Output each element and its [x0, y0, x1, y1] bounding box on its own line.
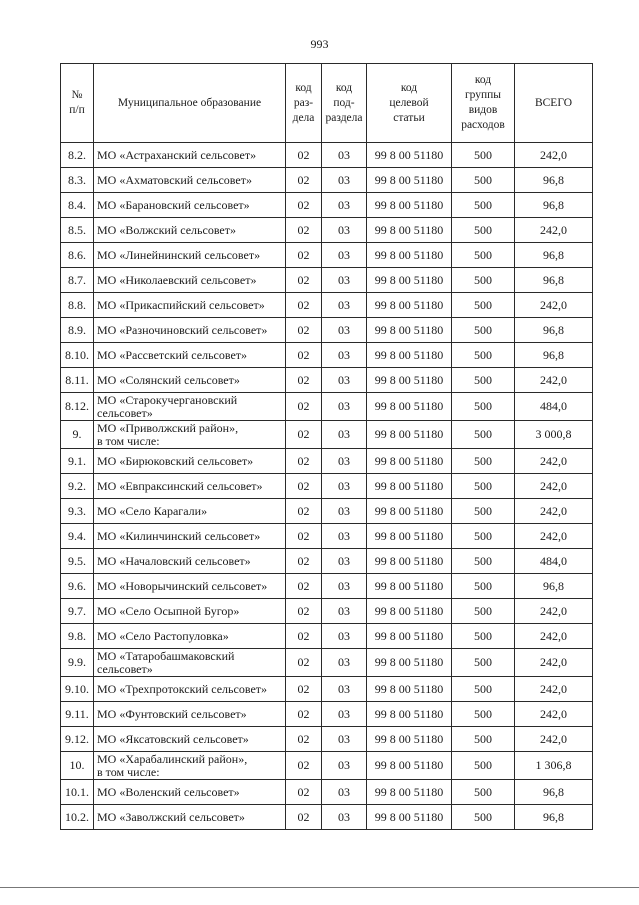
target-article-code: 99 8 00 51180	[367, 218, 452, 243]
expense-group-code: 500	[452, 727, 515, 752]
header-row	[61, 64, 593, 143]
header-podrazdel-line: под-	[333, 96, 355, 109]
header-num-line: №	[71, 89, 83, 101]
target-article-code: 99 8 00 51180	[367, 318, 452, 343]
table-row	[61, 449, 593, 474]
table-row	[61, 368, 593, 393]
table-row	[61, 168, 593, 193]
expense-group-code: 500	[452, 449, 515, 474]
municipality-name-line: МО «Барановский сельсовет»	[97, 197, 250, 212]
expense-group-code: 500	[452, 649, 515, 677]
razdel-code: 02	[286, 168, 322, 193]
header-vid-line: видов	[468, 104, 498, 116]
total-amount: 484,0	[515, 549, 593, 574]
total-amount: 96,8	[515, 193, 593, 218]
podrazdel-code: 03	[322, 243, 367, 268]
table-row	[61, 474, 593, 499]
podrazdel-code: 03	[322, 524, 367, 549]
podrazdel-code: 03	[322, 727, 367, 752]
municipality-name-line: МО «Разночиновский сельсовет»	[97, 322, 268, 337]
total-amount: 96,8	[515, 780, 593, 805]
total-amount: 242,0	[515, 727, 593, 752]
target-article-code: 99 8 00 51180	[367, 599, 452, 624]
expense-group-code: 500	[452, 393, 515, 421]
expense-group-code: 500	[452, 293, 515, 318]
podrazdel-code: 03	[322, 218, 367, 243]
expense-group-code: 500	[452, 499, 515, 524]
table-row	[61, 243, 593, 268]
expense-group-code: 500	[452, 677, 515, 702]
row-number: 8.3.	[61, 168, 94, 193]
municipality-name	[94, 343, 286, 368]
municipality-name-line: МО «Татаробашмаковский	[97, 648, 235, 663]
municipality-name-line: МО «Яксатовский сельсовет»	[97, 731, 249, 746]
target-article-code: 99 8 00 51180	[367, 702, 452, 727]
header-razdel	[286, 64, 322, 143]
header-razdel-line: дела	[292, 111, 315, 124]
podrazdel-code: 03	[322, 702, 367, 727]
row-number: 8.7.	[61, 268, 94, 293]
table-row	[61, 143, 593, 168]
razdel-code: 02	[286, 393, 322, 421]
total-amount: 242,0	[515, 499, 593, 524]
table-row	[61, 780, 593, 805]
municipality-name	[94, 268, 286, 293]
expense-group-code: 500	[452, 218, 515, 243]
row-number: 10.2.	[61, 805, 94, 830]
municipality-name-line: МО «Воленский сельсовет»	[97, 784, 240, 799]
podrazdel-code: 03	[322, 780, 367, 805]
municipality-name	[94, 421, 286, 449]
table-row	[61, 677, 593, 702]
table-row	[61, 293, 593, 318]
target-article-code: 99 8 00 51180	[367, 293, 452, 318]
row-number: 8.2.	[61, 143, 94, 168]
podrazdel-code: 03	[322, 574, 367, 599]
row-number: 9.3.	[61, 499, 94, 524]
row-number: 9.12.	[61, 727, 94, 752]
municipality-name-line: МО «Бирюковский сельсовет»	[97, 453, 254, 468]
municipality-name-line: МО «Село Карагали»	[97, 503, 208, 518]
header-target-article	[367, 64, 452, 143]
razdel-code: 02	[286, 549, 322, 574]
header-razdel-line: код	[295, 81, 312, 94]
municipality-name-line: МО «Началовский сельсовет»	[97, 553, 251, 568]
table-row	[61, 727, 593, 752]
row-number: 8.9.	[61, 318, 94, 343]
expense-group-code: 500	[452, 474, 515, 499]
razdel-code: 02	[286, 752, 322, 780]
table-row	[61, 649, 593, 677]
target-article-code: 99 8 00 51180	[367, 677, 452, 702]
podrazdel-code: 03	[322, 143, 367, 168]
expense-group-code: 500	[452, 343, 515, 368]
podrazdel-code: 03	[322, 368, 367, 393]
expense-group-code: 500	[452, 318, 515, 343]
razdel-code: 02	[286, 293, 322, 318]
municipality-name	[94, 499, 286, 524]
header-podrazdel-line: код	[335, 81, 353, 94]
municipality-name-line: МО «Астраханский сельсовет»	[97, 147, 257, 162]
municipality-name-line: сельсовет»	[97, 405, 153, 420]
row-number: 9.5.	[61, 549, 94, 574]
target-article-code: 99 8 00 51180	[367, 449, 452, 474]
table-row	[61, 624, 593, 649]
target-article-code: 99 8 00 51180	[367, 780, 452, 805]
target-article-code: 99 8 00 51180	[367, 243, 452, 268]
razdel-code: 02	[286, 574, 322, 599]
total-amount: 96,8	[515, 574, 593, 599]
expense-group-code: 500	[452, 524, 515, 549]
target-article-code: 99 8 00 51180	[367, 343, 452, 368]
total-amount: 242,0	[515, 293, 593, 318]
podrazdel-code: 03	[322, 343, 367, 368]
podrazdel-code: 03	[322, 805, 367, 830]
municipality-name	[94, 702, 286, 727]
table-row	[61, 805, 593, 830]
header-total	[515, 64, 593, 143]
row-number: 8.4.	[61, 193, 94, 218]
municipality-name	[94, 599, 286, 624]
total-amount: 96,8	[515, 805, 593, 830]
razdel-code: 02	[286, 343, 322, 368]
table-row	[61, 549, 593, 574]
razdel-code: 02	[286, 780, 322, 805]
podrazdel-code: 03	[322, 193, 367, 218]
expense-group-code: 500	[452, 243, 515, 268]
municipality-name-line: в том числе:	[97, 433, 160, 448]
header-municipality	[94, 64, 286, 143]
total-amount: 3 000,8	[515, 421, 593, 449]
expense-group-code: 500	[452, 574, 515, 599]
podrazdel-code: 03	[322, 318, 367, 343]
target-article-code: 99 8 00 51180	[367, 193, 452, 218]
target-article-code: 99 8 00 51180	[367, 649, 452, 677]
podrazdel-code: 03	[322, 549, 367, 574]
target-article-code: 99 8 00 51180	[367, 368, 452, 393]
municipality-name-line: МО «Село Растопуловка»	[97, 628, 229, 643]
footer-divider	[0, 887, 639, 888]
table-row	[61, 574, 593, 599]
municipality-name	[94, 677, 286, 702]
expense-group-code: 500	[452, 624, 515, 649]
total-amount: 242,0	[515, 143, 593, 168]
table-row	[61, 268, 593, 293]
table-row	[61, 318, 593, 343]
razdel-code: 02	[286, 368, 322, 393]
municipality-name-line: МО «Николаевский сельсовет»	[97, 272, 257, 287]
municipality-name-line: МО «Заволжский сельсовет»	[97, 809, 245, 824]
target-article-code: 99 8 00 51180	[367, 574, 452, 599]
municipality-name-line: МО «Старокучергановский	[97, 392, 238, 407]
row-number: 8.12.	[61, 393, 94, 421]
header-statia-line: код	[400, 81, 418, 94]
podrazdel-code: 03	[322, 293, 367, 318]
razdel-code: 02	[286, 421, 322, 449]
target-article-code: 99 8 00 51180	[367, 474, 452, 499]
row-number: 10.1.	[61, 780, 94, 805]
row-number: 9.4.	[61, 524, 94, 549]
target-article-code: 99 8 00 51180	[367, 549, 452, 574]
municipality-name-line: МО «Ахматовский сельсовет»	[97, 172, 252, 187]
municipality-name	[94, 243, 286, 268]
municipality-name	[94, 393, 286, 421]
municipality-name	[94, 524, 286, 549]
municipality-name	[94, 574, 286, 599]
municipality-name-line: МО «Фунтовский сельсовет»	[97, 706, 247, 721]
target-article-code: 99 8 00 51180	[367, 499, 452, 524]
total-amount: 1 306,8	[515, 752, 593, 780]
row-number: 8.10.	[61, 343, 94, 368]
expense-group-code: 500	[452, 193, 515, 218]
expense-group-code: 500	[452, 168, 515, 193]
header-statia-line: целевой	[389, 96, 429, 109]
municipality-name-line: МО «Новорычинский сельсовет»	[97, 578, 268, 593]
target-article-code: 99 8 00 51180	[367, 805, 452, 830]
razdel-code: 02	[286, 318, 322, 343]
row-number: 9.11.	[61, 702, 94, 727]
expense-group-code: 500	[452, 599, 515, 624]
municipality-name-line: МО «Солянский сельсовет»	[97, 372, 240, 387]
row-number: 10.	[61, 752, 94, 780]
row-number: 8.11.	[61, 368, 94, 393]
podrazdel-code: 03	[322, 449, 367, 474]
razdel-code: 02	[286, 524, 322, 549]
total-amount: 242,0	[515, 368, 593, 393]
expense-group-code: 500	[452, 368, 515, 393]
target-article-code: 99 8 00 51180	[367, 421, 452, 449]
expense-group-code: 500	[452, 549, 515, 574]
table-row	[61, 393, 593, 421]
total-amount: 96,8	[515, 168, 593, 193]
municipality-name-line: МО «Линейнинский сельсовет»	[97, 247, 261, 262]
header-podrazdel	[322, 64, 367, 143]
table-row	[61, 193, 593, 218]
podrazdel-code: 03	[322, 168, 367, 193]
razdel-code: 02	[286, 677, 322, 702]
municipality-name	[94, 474, 286, 499]
header-expense-group	[452, 64, 515, 143]
target-article-code: 99 8 00 51180	[367, 168, 452, 193]
expense-group-code: 500	[452, 805, 515, 830]
row-number: 9.10.	[61, 677, 94, 702]
razdel-code: 02	[286, 218, 322, 243]
municipality-name	[94, 549, 286, 574]
total-amount: 96,8	[515, 268, 593, 293]
razdel-code: 02	[286, 624, 322, 649]
podrazdel-code: 03	[322, 624, 367, 649]
header-razdel-line: раз-	[293, 96, 314, 109]
podrazdel-code: 03	[322, 474, 367, 499]
row-number: 9.	[61, 421, 94, 449]
razdel-code: 02	[286, 268, 322, 293]
table-row	[61, 421, 593, 449]
header-vid-line: группы	[464, 89, 502, 101]
municipality-name	[94, 143, 286, 168]
municipality-name	[94, 805, 286, 830]
row-number: 9.8.	[61, 624, 94, 649]
municipality-name-line: в том числе:	[97, 764, 160, 779]
municipality-name-line: МО «Приволжский район»,	[97, 420, 239, 435]
razdel-code: 02	[286, 143, 322, 168]
expense-group-code: 500	[452, 421, 515, 449]
podrazdel-code: 03	[322, 677, 367, 702]
row-number: 9.2.	[61, 474, 94, 499]
table-row	[61, 524, 593, 549]
municipality-name	[94, 218, 286, 243]
municipality-name	[94, 168, 286, 193]
municipality-name-line: МО «Прикаспийский сельсовет»	[97, 297, 265, 312]
municipality-name	[94, 293, 286, 318]
row-number: 8.6.	[61, 243, 94, 268]
municipality-name	[94, 649, 286, 677]
target-article-code: 99 8 00 51180	[367, 143, 452, 168]
podrazdel-code: 03	[322, 649, 367, 677]
total-amount: 242,0	[515, 599, 593, 624]
expense-group-code: 500	[452, 752, 515, 780]
total-amount: 242,0	[515, 218, 593, 243]
municipality-name-line: МО «Село Осыпной Бугор»	[97, 603, 240, 618]
target-article-code: 99 8 00 51180	[367, 727, 452, 752]
expense-group-code: 500	[452, 268, 515, 293]
target-article-code: 99 8 00 51180	[367, 524, 452, 549]
table-row	[61, 752, 593, 780]
total-amount: 96,8	[515, 343, 593, 368]
header-num-line: п/п	[69, 104, 85, 116]
municipality-name	[94, 780, 286, 805]
municipality-name-line: МО «Трехпротокский сельсовет»	[97, 681, 268, 696]
page-number: 993	[310, 37, 329, 51]
municipality-name	[94, 727, 286, 752]
razdel-code: 02	[286, 805, 322, 830]
target-article-code: 99 8 00 51180	[367, 624, 452, 649]
municipality-name-line: МО «Рассветский сельсовет»	[97, 347, 248, 362]
row-number: 9.6.	[61, 574, 94, 599]
budget-table	[60, 63, 593, 830]
header-vid-line: код	[474, 74, 492, 86]
table-row	[61, 343, 593, 368]
table-row	[61, 599, 593, 624]
municipality-name	[94, 624, 286, 649]
row-number: 9.9.	[61, 649, 94, 677]
total-amount: 96,8	[515, 318, 593, 343]
table-row	[61, 702, 593, 727]
total-amount: 242,0	[515, 677, 593, 702]
target-article-code: 99 8 00 51180	[367, 752, 452, 780]
table-body	[61, 143, 593, 830]
razdel-code: 02	[286, 193, 322, 218]
expense-group-code: 500	[452, 702, 515, 727]
municipality-name-line: МО «Евпраксинский сельсовет»	[97, 478, 263, 493]
target-article-code: 99 8 00 51180	[367, 268, 452, 293]
municipality-name	[94, 752, 286, 780]
header-num	[61, 64, 94, 143]
total-amount: 96,8	[515, 243, 593, 268]
total-amount: 242,0	[515, 649, 593, 677]
total-amount: 242,0	[515, 474, 593, 499]
total-amount: 242,0	[515, 449, 593, 474]
razdel-code: 02	[286, 599, 322, 624]
table-row	[61, 218, 593, 243]
total-amount: 242,0	[515, 624, 593, 649]
razdel-code: 02	[286, 727, 322, 752]
podrazdel-code: 03	[322, 268, 367, 293]
podrazdel-code: 03	[322, 752, 367, 780]
municipality-name-line: МО «Килинчинский сельсовет»	[97, 528, 261, 543]
municipality-name-line: МО «Харабалинский район»,	[97, 751, 248, 766]
total-amount: 242,0	[515, 524, 593, 549]
expense-group-code: 500	[452, 143, 515, 168]
total-amount: 242,0	[515, 702, 593, 727]
header-name-line: Муниципальное образование	[117, 96, 262, 109]
podrazdel-code: 03	[322, 421, 367, 449]
razdel-code: 02	[286, 243, 322, 268]
header-vsego-line: ВСЕГО	[534, 96, 573, 109]
row-number: 9.7.	[61, 599, 94, 624]
total-amount: 484,0	[515, 393, 593, 421]
razdel-code: 02	[286, 649, 322, 677]
podrazdel-code: 03	[322, 499, 367, 524]
podrazdel-code: 03	[322, 599, 367, 624]
municipality-name	[94, 318, 286, 343]
razdel-code: 02	[286, 702, 322, 727]
header-vid-line: расходов	[461, 119, 505, 131]
municipality-name	[94, 368, 286, 393]
municipality-name	[94, 193, 286, 218]
podrazdel-code: 03	[322, 393, 367, 421]
table-row	[61, 499, 593, 524]
header-statia-line: статьи	[393, 111, 425, 124]
row-number: 9.1.	[61, 449, 94, 474]
municipality-name-line: сельсовет»	[97, 661, 153, 676]
municipality-name	[94, 449, 286, 474]
target-article-code: 99 8 00 51180	[367, 393, 452, 421]
header-podrazdel-line: раздела	[325, 111, 363, 124]
row-number: 8.5.	[61, 218, 94, 243]
razdel-code: 02	[286, 499, 322, 524]
municipality-name-line: МО «Волжский сельсовет»	[97, 222, 236, 237]
razdel-code: 02	[286, 474, 322, 499]
expense-group-code: 500	[452, 780, 515, 805]
row-number: 8.8.	[61, 293, 94, 318]
razdel-code: 02	[286, 449, 322, 474]
